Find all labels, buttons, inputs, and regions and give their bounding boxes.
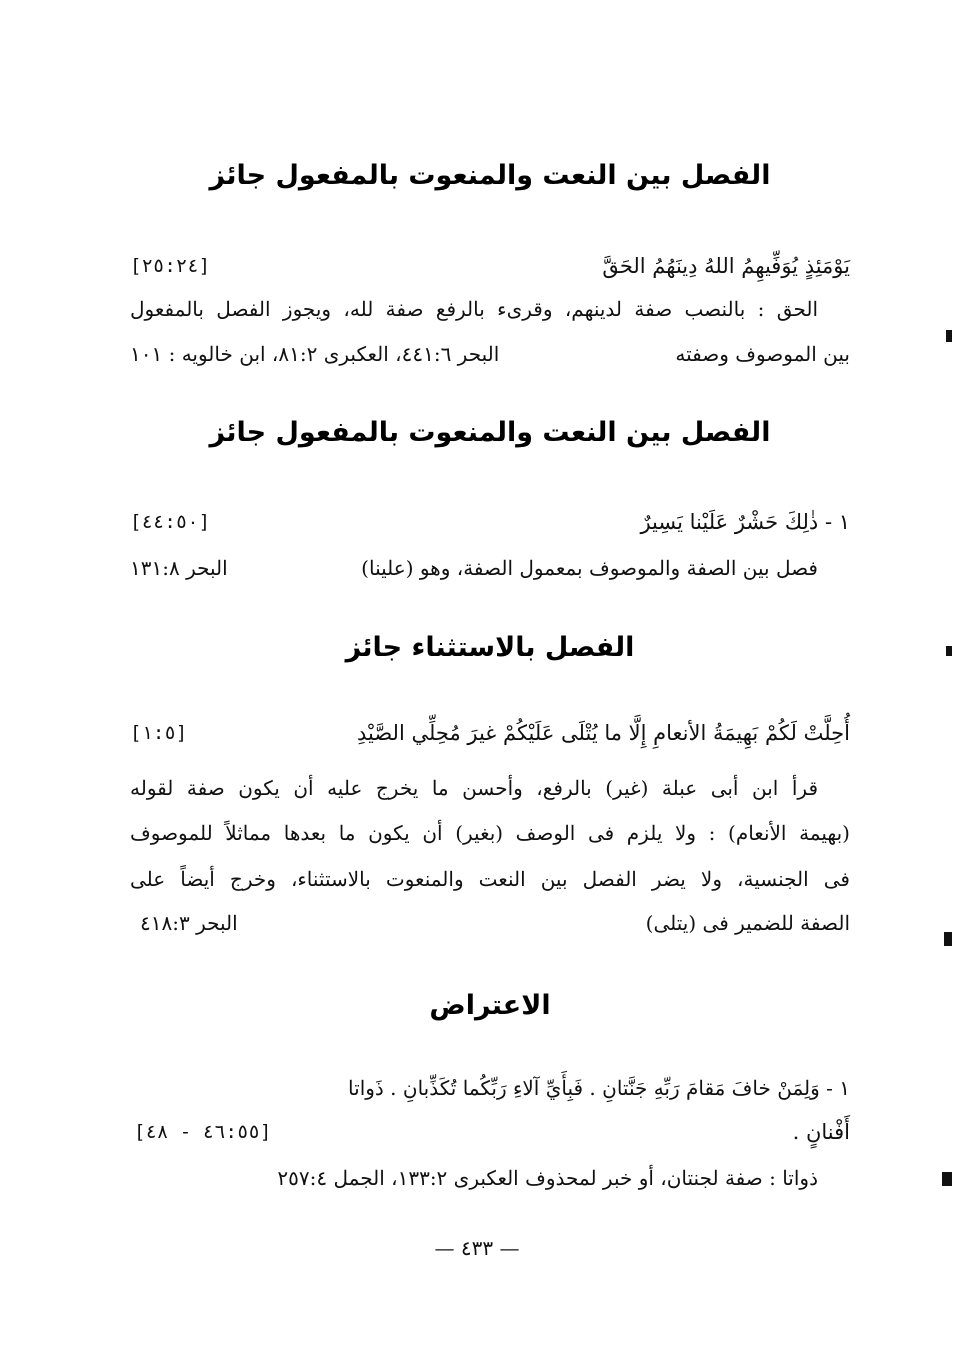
commentary-line: الحق : بالنصب صفة لدينهم، وقرىء بالرفع صفة لله، ويجوز الفصل بالمفعول: [130, 297, 818, 321]
commentary-line: [130, 555, 850, 581]
page-number: — ٤٣٣ —: [434, 1236, 520, 1260]
verse-reference: [٤٦:٥٥ - ٤٨]: [134, 1121, 272, 1143]
verse-line: [130, 253, 850, 279]
commentary-line: فى الجنسية، ولا يضر الفصل بين النعت والمنعوت بالاستثناء، وخرج أيضاً على: [130, 867, 850, 891]
quran-verse: ١ - ذٰلِكَ حَشْرٌ عَلَيْنا يَسِيرٌ: [640, 510, 850, 534]
verse-reference: [٢٥:٢٤]: [130, 255, 211, 277]
verse-reference: [١:٥]: [130, 722, 188, 744]
commentary-line: [130, 910, 850, 936]
source-citation: البحر ١٣١:٨: [130, 556, 228, 580]
verse-line: ١ - وَلِمَنْ خافَ مَقامَ رَبِّهِ جَنَّتانِ . فَبِأَيِّ آلاءِ رَبِّكُما تُكَذِّبانِ . ذَواتا: [348, 1076, 850, 1100]
source-citation: البحر ٤٤١:٦، العكبرى ٨١:٢، ابن خالويه : ١٠١: [130, 342, 500, 366]
section-heading: الفصل بين النعت والمنعوت بالمفعول جائز: [209, 160, 771, 191]
scan-mark: [942, 1172, 952, 1186]
section-heading: الفصل بين النعت والمنعوت بالمفعول جائز: [209, 417, 771, 448]
commentary-text: بين الموصوف وصفته: [675, 342, 850, 366]
section-heading: الفصل بالاستثناء جائز: [345, 632, 635, 663]
commentary-line: (بهيمة الأنعام) : ولا يلزم فى الوصف (بغير) أن يكون ما بعدها مماثلاً للموصوف: [130, 821, 850, 845]
scan-mark: [946, 646, 952, 656]
commentary-line: [130, 341, 850, 367]
commentary-text: ذواتا : صفة لجنتان، أو خبر لمحذوف العكبرى ١٣٣:٢، الجمل ٢٥٧:٤: [277, 1166, 818, 1190]
verse-line: [130, 509, 850, 535]
source-citation: البحر ٤١٨:٣: [140, 911, 238, 935]
quran-verse: أَفْنانٍ .: [792, 1120, 850, 1144]
commentary-line: [130, 1165, 850, 1191]
commentary-line: قرأ ابن أبى عبلة (غير) بالرفع، وأحسن ما يخرج عليه أن يكون صفة لقوله: [130, 776, 818, 800]
scan-mark: [944, 932, 952, 946]
quran-verse: يَوْمَئِذٍ يُوَفِّيهِمُ اللهُ دِينَهُمُ الحَقَّ: [602, 254, 850, 278]
commentary-text: الصفة للضمير فى (يتلى): [645, 911, 850, 935]
verse-reference: [٤٤:٥٠]: [130, 511, 211, 533]
section-heading: الاعتراض: [429, 990, 551, 1021]
quran-verse: أُحِلَّتْ لَكُمْ بَهِيمَةُ الأنعامِ إِلَّا ما يُتْلَى عَلَيْكُمْ غيرَ مُحِلِّي الصَّيْدِ: [356, 721, 850, 745]
scan-mark: [946, 330, 952, 342]
verse-line: [130, 1119, 850, 1145]
commentary-text: فصل بين الصفة والموصوف بمعمول الصفة، وهو (علينا): [361, 556, 818, 580]
verse-line: [130, 720, 850, 746]
